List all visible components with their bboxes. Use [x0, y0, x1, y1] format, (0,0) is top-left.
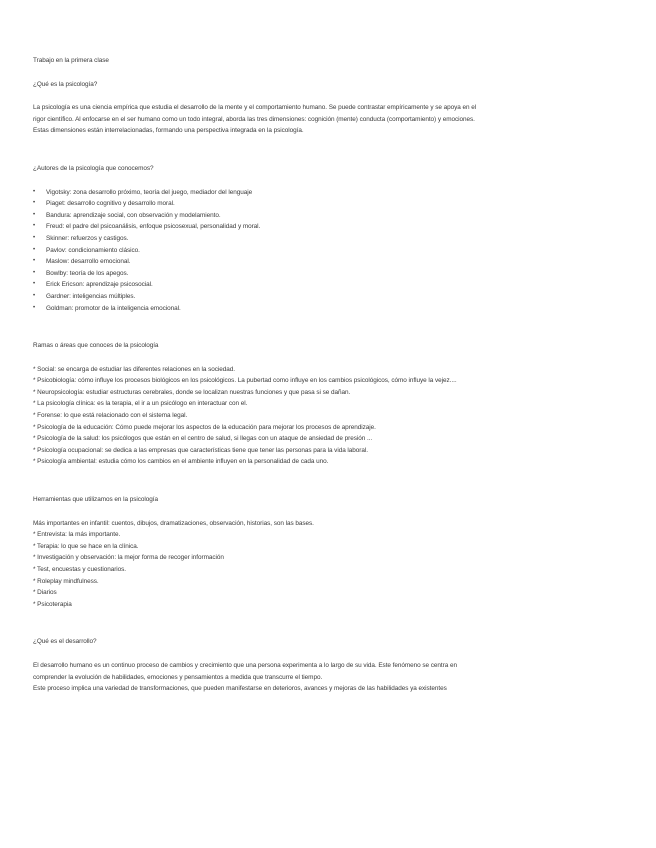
authors-list	[33, 187, 616, 315]
branches-list	[33, 364, 616, 468]
heading-ramas: Ramas o áreas que conoces de la psicología	[33, 342, 159, 350]
list-item: • Bowlby: teoría de los apegos.	[33, 268, 616, 280]
list-item: • Erick Ericson: aprendizaje psicosocial.	[33, 279, 616, 291]
list-item: • Piaget: desarrollo cognitivo y desarrollo moral.	[33, 198, 616, 210]
list-item: * Psicología de la salud: los psicólogos que están en el centro de salud, si llegas con un ataque de ansiedad de presión ...	[33, 435, 373, 443]
tools-list	[33, 518, 616, 611]
document-title: Trabajo en la primera clase	[33, 57, 109, 64]
list-item: • Gardner: inteligencias múltiples.	[33, 291, 616, 303]
list-item: * Investigación y observación: la mejor forma de recoger información	[33, 554, 224, 562]
list-item: * Psicoterapia	[33, 600, 72, 608]
list-item: * Psicología ocupacional: se dedica a las empresas que características tiene que tener las personas para la vida laboral.	[33, 446, 368, 454]
list-item: • Goldman: promotor de la inteligencia emocional.	[33, 303, 616, 315]
list-item: * Psicología ambiental: estudia cómo los cambios en el ambiente influyen en la personalidad de cada uno.	[33, 458, 329, 466]
list-item: * Entrevista: la más importante.	[33, 531, 121, 539]
list-item: • Bandura: aprendizaje social, con observación y modelamiento.	[33, 210, 616, 222]
paragraph-line: Estas dimensiones están interrelacionadas, formando una perspectiva integrada en la psicología.	[33, 127, 304, 135]
paragraph-line: La psicología es una ciencia empírica que estudia el desarrollo de la mente y el comportamiento humano. Se puede contrastar empíricamente y se apoya en el	[33, 104, 477, 112]
list-item: * Terapia: lo que se hace en la clínica.	[33, 542, 139, 550]
heading-desarrollo: ¿Qué es el desarrollo?	[33, 638, 97, 646]
paragraph-line: rigor científico. Al enfocarse en el ser humano como un todo integral, aborda las tres dimensiones: cognición (mente) conducta (comportamiento) y emociones.	[33, 115, 475, 123]
list-item: • Skinner: refuerzos y castigos.	[33, 233, 616, 245]
list-item: • Vigotsky: zona desarrollo próximo, teoría del juego, mediador del lenguaje	[33, 187, 616, 199]
list-item: • Pavlov: condicionamiento clásico.	[33, 245, 616, 257]
paragraph-line: Este proceso implica una variedad de transformaciones, que pueden manifestarse en deterioros, avances y mejoras de las habilidades ya existentes	[33, 685, 447, 693]
list-item: * Roleplay mindfulness.	[33, 577, 99, 585]
list-item: * La psicología clínica: es la terapia, el ir a un psicólogo en interactuar con el.	[33, 400, 248, 408]
list-item: * Psicobiología: cómo influye los procesos biológicos en los psicológicos. La pubertad como influye en los cambios psicológicos, cómo influye la vejez....	[33, 377, 457, 385]
heading-herramientas: Herramientas que utilizamos en la psicología	[33, 496, 158, 504]
list-item: Más importantes en infantil: cuentos, dibujos, dramatizaciones, observación, historias, son las bases.	[33, 519, 314, 527]
paragraph-desarrollo	[33, 660, 616, 695]
heading-autores: ¿Autores de la psicología que conocemos?	[33, 164, 154, 172]
list-item: * Psicología de la educación: Cómo puede mejorar los aspectos de la educación para mejorar los procesos de aprendizaje.	[33, 423, 376, 431]
list-item: * Forense: lo que está relacionado con el sistema legal.	[33, 412, 188, 420]
list-item: * Test, encuestas y cuestionarios.	[33, 566, 127, 573]
paragraph-psicologia	[33, 102, 616, 137]
paragraph-line: comprender la evolución de habilidades, emociones y pensamientos a medida que transcurre el tiempo.	[33, 673, 323, 681]
heading-que-es-psicologia: ¿Qué es la psicología?	[33, 80, 98, 88]
list-item: * Diarios	[33, 589, 57, 597]
list-item: * Social: se encarga de estudiar las diferentes relaciones en la sociedad.	[33, 365, 235, 373]
list-item: • Maslow: desarrollo emocional.	[33, 256, 616, 268]
list-item: * Neuropsicología: estudiar estructuras cerebrales, donde se localizan nuestras funciones y que pasa si se dañan.	[33, 388, 351, 396]
paragraph-line: El desarrollo humano es un continuo proceso de cambios y crecimiento que una persona experimenta a lo largo de su vida. Este fenómeno se centra en	[33, 661, 457, 669]
list-item: • Freud: el padre del psicoanálisis, enfoque psicosexual, personalidad y moral.	[33, 221, 616, 233]
